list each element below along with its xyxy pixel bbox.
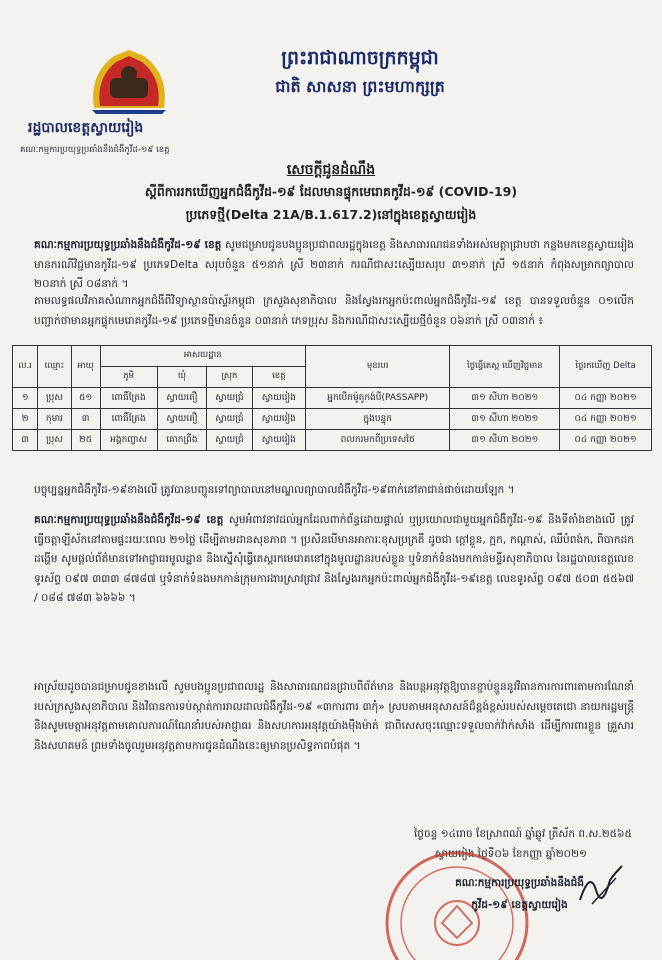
signature-icon <box>572 860 632 910</box>
cell-village: ពោធិ៍ត្រែង <box>100 388 157 409</box>
cell-sex: ប្រុស <box>38 430 71 451</box>
place-date: ស្វាយរៀង ថ្ងៃទី០៦ ខែកញ្ញា ឆ្នាំ២០២១ <box>434 848 587 860</box>
cell-province: ស្វាយរៀង <box>252 430 305 451</box>
cell-delta-date: ០៤ កញ្ញា ២០២១ <box>560 409 652 430</box>
cell-province: ស្វាយរៀង <box>252 409 305 430</box>
cell-age: ៣ <box>71 409 100 430</box>
cell-commune: ស្វាយតឿ <box>157 409 206 430</box>
cell-positive-date: ៣១ សីហា ២០២១ <box>450 409 560 430</box>
cell-positive-date: ៣១ សីហា ២០២១ <box>450 388 560 409</box>
provincial-administration: រដ្ឋបាលខេត្តស្វាយរៀង <box>28 120 144 136</box>
signatory-line-1: គណៈកម្មការប្រយុទ្ធប្រឆាំងនឹងជំងឺ <box>455 877 584 889</box>
col-sex: ឈ្មោះ <box>38 346 71 388</box>
table-header-row <box>13 346 652 367</box>
cell-occupation: ក្នុងបន្ទុក <box>305 409 449 430</box>
paragraph-appeal-text: សូមអំពាវនាវដល់អ្នកដែលពាក់ព័ន្ធដោយផ្ទាល់ ឬប្រយោលជាមួយអ្នកជំងឺកូវីដ-១៩ និងទីតាំងខាងលើ ត្រូវធ្វើចត្តាឡីស័កនៅតាមផ្ទះរយៈពេល ២១ថ្ងៃ ដើម្បីតាមដានសុខភាព ។ ប្រសិនបើមានអាការៈខុសប្រក្រតី ដូចជា ក្តៅខ្លួន, ក្អក, កណ្តាស់, ឈឺបំពង់ក, ពិបាកដកដង្ហើម សូមផ្តល់ព័ត៌មានទៅអាជ្ញាធរមូលដ្ឋាន និងស្នើសុំធ្វើតេស្តរកមេរោគនៅក្នុងមូលដ្ឋានរបស់ខ្លួន ឬទំនាក់ទំនងមកកាន់មន្ទីរសុខាភិបាល នៃរដ្ឋបាលខេត្តលេខទូរស័ព្ទ ០៩៧ ៣៣៣ ៨៧៨៧ ឬទំនាក់ទំនងមកកាន់ក្រុមការងារស្រាវជ្រាវ និងស្វែងរកអ្នកប៉ះពាល់អ្នកជំងឺកូវីដ-១៩ខេត្ត លេខទូរស័ព្ទ ០៩៧ ៥០៣ ៥៥៦៧ / ០៨៨ ៧៨៣ ៦៦៦៦ ។ <box>34 514 635 604</box>
cell-positive-date: ៣១ សីហា ២០២១ <box>450 430 560 451</box>
notice-title: សេចក្តីជូនដំណឹង <box>286 162 376 178</box>
col-delta-date: ថ្ងៃរកឃើញ Delta <box>560 346 652 388</box>
cell-district: ស្វាយជ្រំ <box>207 430 253 451</box>
col-commune: ឃុំ <box>157 367 206 388</box>
cell-no: ១ <box>13 388 38 409</box>
cell-province: ស្វាយរៀង <box>252 388 305 409</box>
cell-district: ស្វាយជ្រំ <box>207 409 253 430</box>
cell-commune: ស្វាយតឿ <box>157 388 206 409</box>
cell-sex: ប្រុស <box>38 388 71 409</box>
signatory-line-2: កូវីដ-១៩ ខេត្តស្វាយរៀង <box>471 899 568 911</box>
cell-delta-date: ០៤ កញ្ញា ២០២១ <box>560 430 652 451</box>
paragraph-conclusion: អាស្រ័យដូចបានជម្រាបជូនខាងលើ សូមបងប្អូនប្រជាពលរដ្ឋ និងសាធារណជនជ្រាបពីព័ត៌មាន និងបន្តអនុវត្តឱ្យបានខ្ជាប់ខ្ជួននូវវិធានការការពារតាមការណែនាំរបស់ក្រសួងសុខាភិបាល និងវិធានការទប់ស្កាត់ការរាលដាលជំងឺកូវីដ-១៩ «៣ការពារ ៣កុំ» ស្របតាមអនុសាសន៍ដ៏ខ្ពង់ខ្ពស់របស់សម្តេចតេជោ នាយករដ្ឋមន្ត្រី និងសូមមេត្តាអនុវត្តតាមគោលការណ៍ណែនាំរបស់អាជ្ញាធរ និងសហការអនុវត្តយ៉ាងម៉ឺងម៉ាត់ ជាពិសេសចុះឈ្មោះទទួលចាក់វ៉ាក់សាំង ដើម្បីការពារខ្លួន គ្រួសារ និងសហគមន៍ ព្រមទាំងចូលរួមអនុវត្តតាមការជូនដំណឹងនេះឲ្យមានប្រសិទ្ធភាពបំផុត ។ <box>34 681 634 752</box>
cell-district: ស្វាយជ្រំ <box>207 388 253 409</box>
cell-age: ៥១ <box>71 388 100 409</box>
paragraph-appeal-lead: គណៈកម្មការប្រយុទ្ធប្រឆាំងនឹងជំងឺកូវីដ-១៩ ខេត្ត <box>34 514 224 526</box>
committee-name: គណៈកម្មការប្រយុទ្ធប្រឆាំងនឹងជំងឺកូវីដ-១៩ ខេត្ត <box>20 145 170 155</box>
notice-variant: ប្រភេទថ្មី(Delta 21A/B.1.617.2)នៅក្នុងខេត្តស្វាយរៀង <box>185 207 477 222</box>
col-age: អាយុ <box>71 346 100 388</box>
lunar-date: ថ្ងៃចន្ទ ១៤រោច ខែស្រាពណ៍ ឆ្នាំឆ្លូវ ត្រីស័ក ព.ស.២៥៦៥ <box>413 828 632 840</box>
table-row <box>13 409 652 430</box>
paragraph-summary-lead: គណៈកម្មការប្រយុទ្ធប្រឆាំងនឹងជំងឺកូវីដ-១៩ ខេត្ត <box>34 239 222 251</box>
cases-table <box>12 345 652 451</box>
col-district: ស្រុក <box>207 367 253 388</box>
cell-occupation: ពលករមកពីប្រទេសថៃ <box>305 430 449 451</box>
cell-no: ២ <box>13 409 38 430</box>
cell-village: ពោធិ៍ត្រែង <box>100 409 157 430</box>
col-positive-date: ថ្ងៃធ្វើតេស្ត ឃើញវិជ្ជមាន <box>450 346 560 388</box>
cell-age: ២៥ <box>71 430 100 451</box>
paragraph-treatment: បច្ចុប្បន្នអ្នកជំងឺកូវីដ-១៩ខាងលើ ត្រូវបានបញ្ជូនទៅព្យាបាលនៅមណ្ឌលព្យាបាលជំងឺកូវីដ-១៩ពាក់នៅតាជាន់ផាច់ដោយឡែក ។ <box>34 484 515 496</box>
cell-no: ៣ <box>13 430 38 451</box>
col-address: អាសយដ្ឋាន <box>100 346 305 367</box>
col-occupation: មុខរបរ <box>305 346 449 388</box>
cell-sex: កុមារ <box>38 409 71 430</box>
paragraph-summary <box>34 236 634 295</box>
paragraph-lab-result: តាមលទ្ធផលវិភាគសំណាកអ្នកជំងឺពីវិទ្យាស្ថានប៉ាស្ទ័រកម្ពុជា ក្រសួងសុខាភិបាល និងស្វែងរកអ្នកប៉ះពាល់អ្នកជំងឺកូវីដ-១៩ ខេត្ត បានទទួលចំនួន ០១លើក បញ្ជាក់ថាមានអ្នកផ្ទុកមេរោគកូវីដ-១៩ ប្រភេទថ្មីមានចំនួន ០៣នាក់ ភេទប្រុស និងករណីជាសះស្បើយថ្មីចំនួន ០៦នាក់ ស្រី ០៣នាក់ ៖ <box>34 295 634 327</box>
signatory-organization <box>455 872 584 916</box>
national-motto: ជាតិ សាសនា ព្រះមហាក្សត្រ <box>275 77 445 96</box>
cell-occupation: អ្នកបើកម៉ូតូកង់បី(PASSAPP) <box>305 388 449 409</box>
table-row <box>13 388 652 409</box>
table-row <box>13 430 652 451</box>
paragraph-appeal <box>34 511 634 609</box>
col-province: ខេត្ត <box>252 367 305 388</box>
col-village: ភូមិ <box>100 367 157 388</box>
col-no: ល.រ <box>13 346 38 388</box>
notice-subject: ស្តីពីការរកឃើញអ្នកជំងឺកូវីដ-១៩ ដែលមានផ្ទុកមេរោគកូវីដ-១៩ (COVID-19) <box>144 184 518 199</box>
paragraph-summary-text: សូមជម្រាបជូនបងប្អូនប្រជាពលរដ្ឋក្នុងខេត្ត និងសាធារណជនទាំងអស់មេត្តាជ្រាបថា កន្លងមកខេត្តស្វាយរៀងមានករណីវិជ្ជមានកូវីដ-១៩ ប្រភេទDelta សរុបចំនួន ៥១នាក់ ស្រី ២៣នាក់ ករណីជាសះស្បើយសរុប ៣១នាក់ ស្រី ១៥នាក់ កំពុងសម្រាកព្យាបាល ២០នាក់ ស្រី ០៨នាក់ ។ <box>34 239 635 290</box>
cell-delta-date: ០៤ កញ្ញា ២០២១ <box>560 388 652 409</box>
cell-commune: គោកព្រីង <box>157 430 206 451</box>
cell-village: អង្គកញ្ចាស <box>100 430 157 451</box>
kingdom-heading: ព្រះរាជាណាចក្រកម្ពុជា <box>281 47 439 69</box>
